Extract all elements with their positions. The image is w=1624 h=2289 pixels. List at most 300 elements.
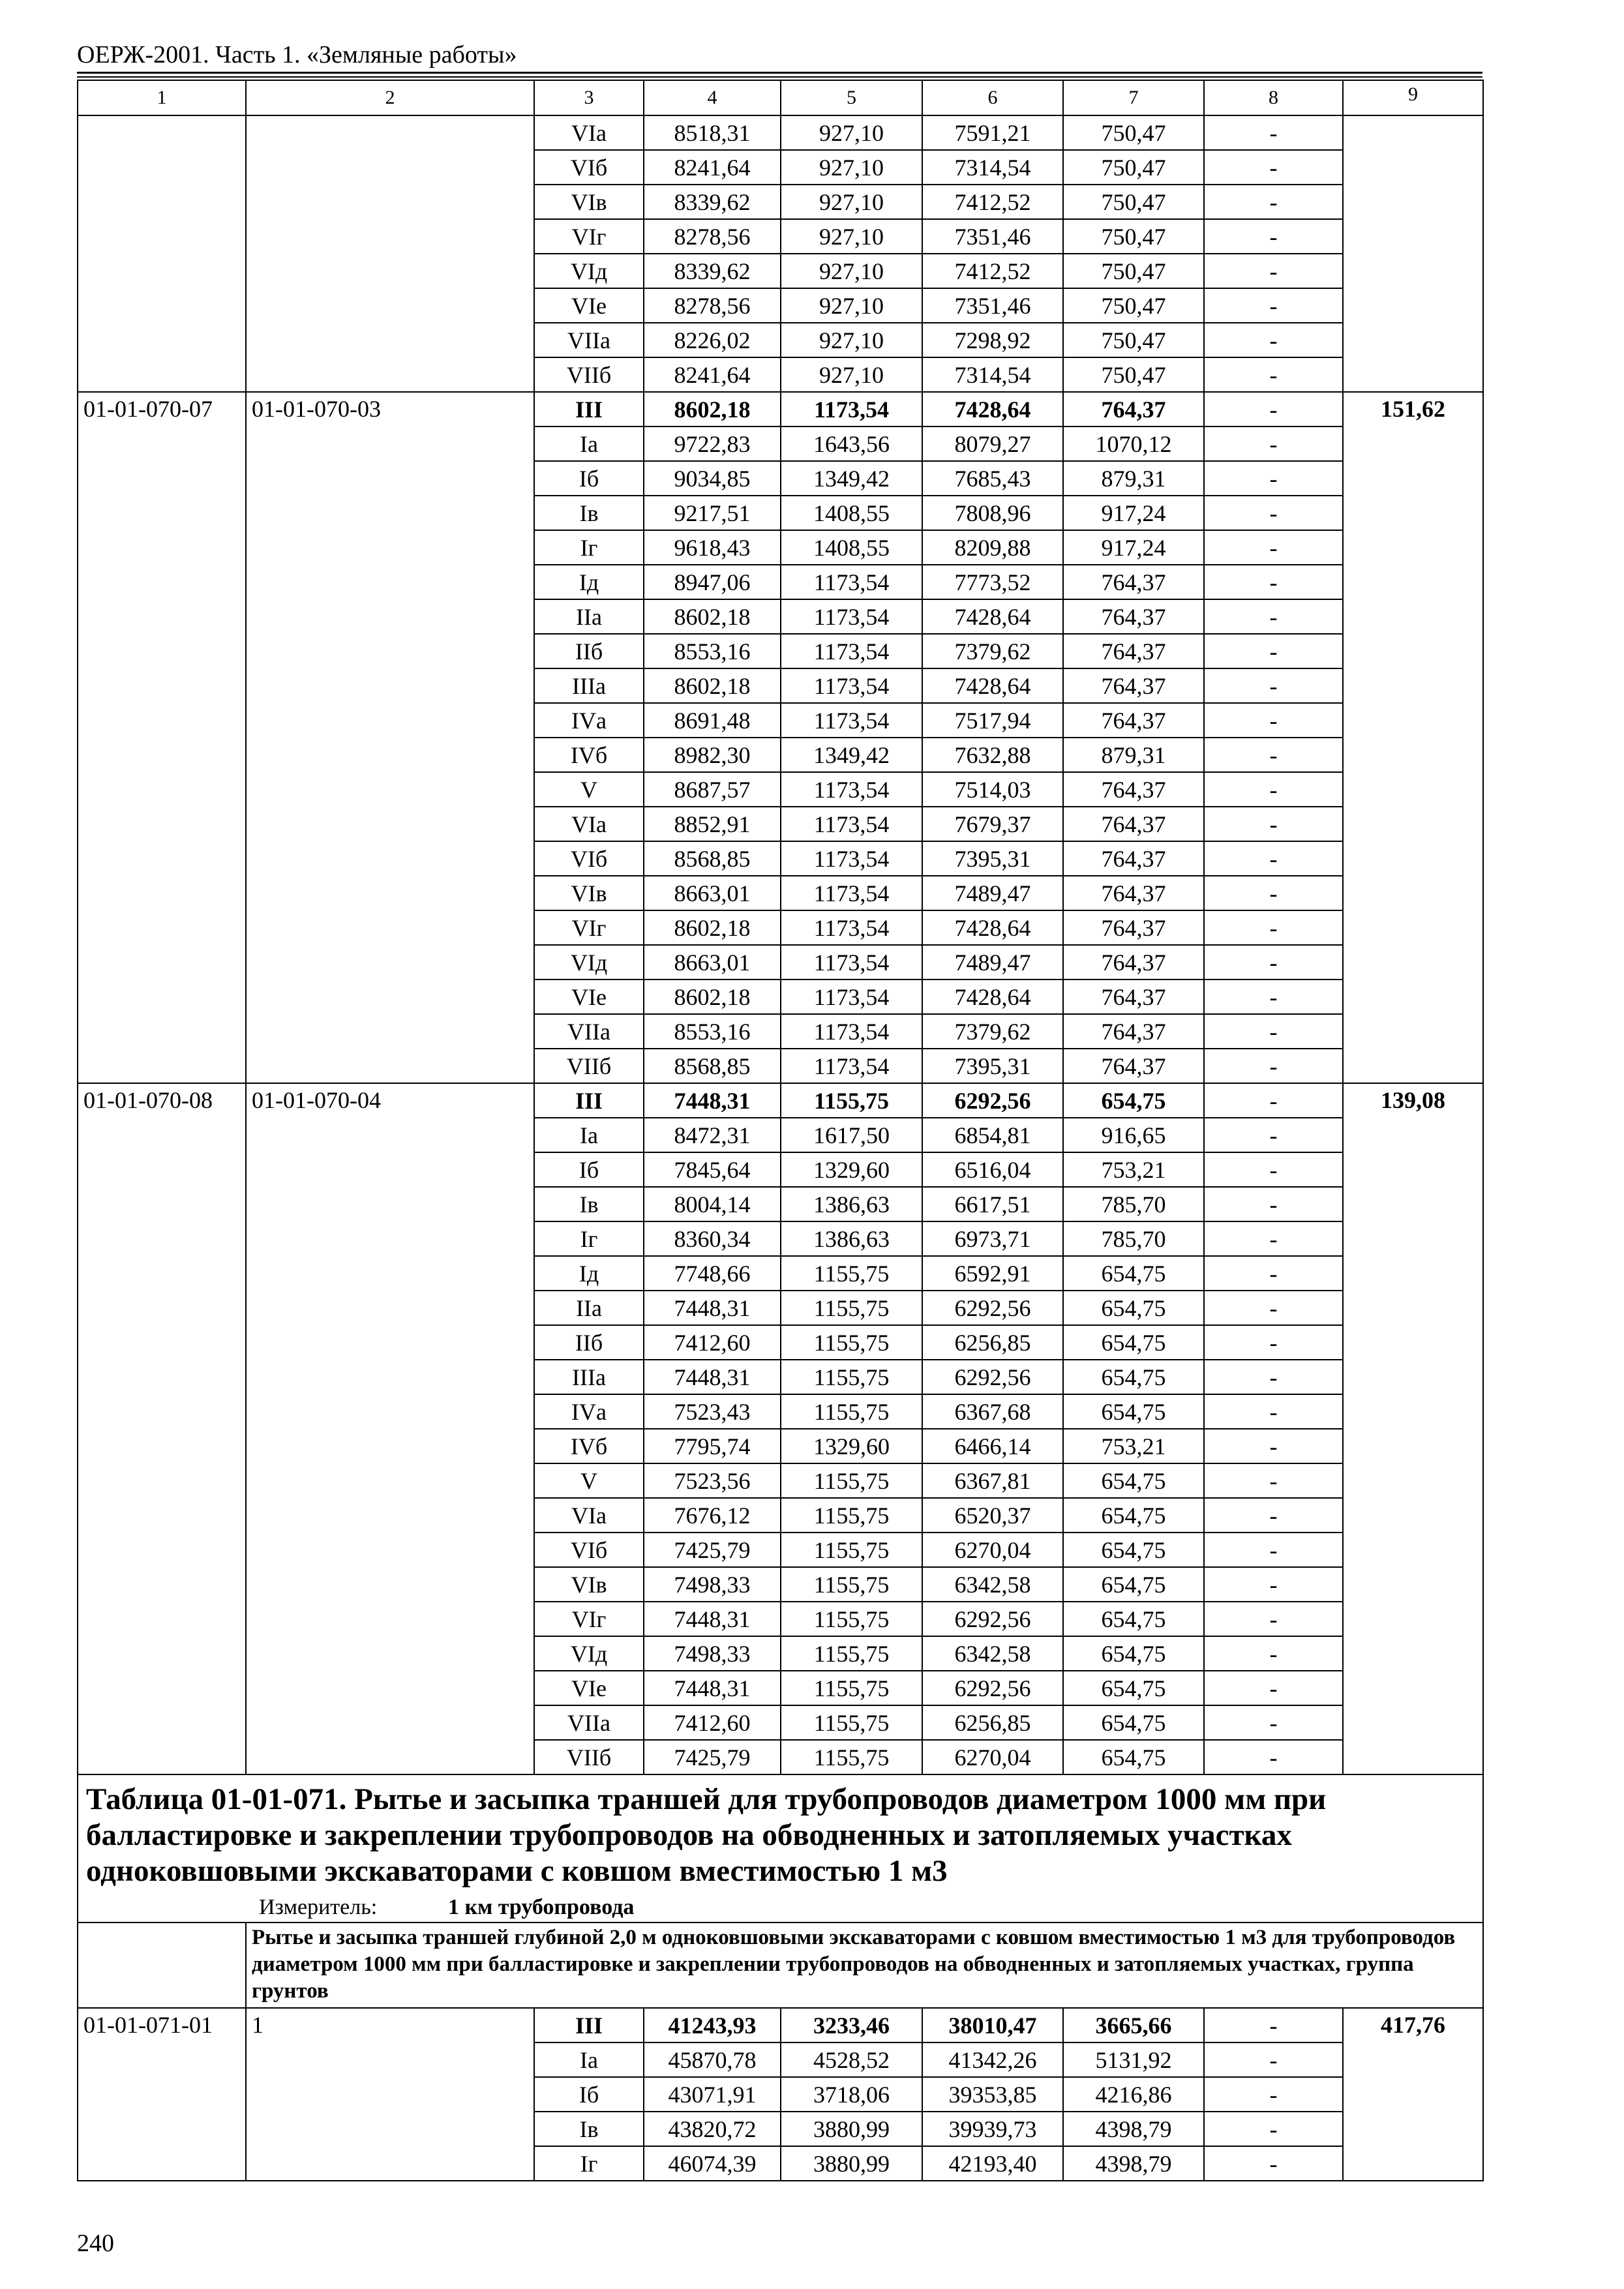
table-cell: 7379,62: [922, 1014, 1063, 1049]
table-cell: -: [1204, 185, 1343, 219]
table-cell: 7351,46: [922, 288, 1063, 323]
table-cell: 3233,46: [781, 2008, 922, 2042]
table-cell: Iв: [534, 2112, 644, 2146]
column-number-cell: 4: [644, 80, 781, 115]
table-cell: 750,47: [1063, 323, 1204, 357]
table-cell: 1408,55: [781, 530, 922, 565]
table-cell: 6292,56: [922, 1671, 1063, 1705]
table-cell: 1155,75: [781, 1083, 922, 1118]
table-cell: VIг: [534, 910, 644, 945]
table-cell: Iг: [534, 2146, 644, 2181]
table-cell: VIа: [534, 807, 644, 841]
table-cell: 7314,54: [922, 357, 1063, 392]
table-cell: 1173,54: [781, 565, 922, 599]
table-cell: 38010,47: [922, 2008, 1063, 2042]
table-cell: 8947,06: [644, 565, 781, 599]
table-cell: VIIа: [534, 1705, 644, 1740]
table-cell: Iа: [534, 1118, 644, 1152]
table-row: [78, 115, 1483, 150]
column-number-cell: 3: [534, 80, 644, 115]
table-cell: VIг: [534, 219, 644, 254]
table-cell: 927,10: [781, 219, 922, 254]
table-cell: Iб: [534, 1152, 644, 1187]
table-cell: 1155,75: [781, 1463, 922, 1498]
table-cell: VIб: [534, 150, 644, 185]
measure-line: [86, 1889, 1476, 1922]
table-cell: 7808,96: [922, 496, 1063, 530]
table-cell: 7412,52: [922, 254, 1063, 288]
table-cell: 4398,79: [1063, 2146, 1204, 2181]
table-cell: 764,37: [1063, 703, 1204, 738]
table-cell: 7498,33: [644, 1567, 781, 1602]
table-cell: 4528,52: [781, 2042, 922, 2077]
table-cell: 654,75: [1063, 1567, 1204, 1602]
table-cell: 1349,42: [781, 738, 922, 772]
table-cell: VIв: [534, 876, 644, 910]
table-cell: 927,10: [781, 288, 922, 323]
table-title-cell: [78, 1774, 1483, 1922]
table-cell: III: [534, 2008, 644, 2042]
table-cell: 7514,03: [922, 772, 1063, 807]
table-cell: 750,47: [1063, 254, 1204, 288]
table-cell: 6270,04: [922, 1533, 1063, 1567]
table-cell: 1155,75: [781, 1533, 922, 1567]
table-cell: Iд: [534, 1256, 644, 1291]
table-cell: 764,37: [1063, 807, 1204, 841]
table-cell: 6592,91: [922, 1256, 1063, 1291]
table-cell: 3880,99: [781, 2146, 922, 2181]
table-cell: 7448,31: [644, 1360, 781, 1394]
table-cell: IIб: [534, 634, 644, 668]
table-cell: Iд: [534, 565, 644, 599]
table-cell: 764,37: [1063, 634, 1204, 668]
table-cell: 654,75: [1063, 1291, 1204, 1325]
column-number-row: [78, 80, 1483, 115]
header-rule: [77, 72, 1482, 74]
table-cell: 4216,86: [1063, 2077, 1204, 2112]
table-cell: 7448,31: [644, 1671, 781, 1705]
table-cell: 927,10: [781, 185, 922, 219]
table-cell: 45870,78: [644, 2042, 781, 2077]
column-number-cell: 7: [1063, 80, 1204, 115]
table-cell: -: [1204, 2008, 1343, 2042]
table-cell: -: [1204, 496, 1343, 530]
table-cell: 764,37: [1063, 599, 1204, 634]
table-cell: -: [1204, 323, 1343, 357]
table-cell: IIIа: [534, 668, 644, 703]
table-cell: Iа: [534, 2042, 644, 2077]
table-cell: -: [1204, 1221, 1343, 1256]
table-cell: 927,10: [781, 357, 922, 392]
page-number: 240: [77, 2230, 114, 2257]
table-cell: 43071,91: [644, 2077, 781, 2112]
table-cell: -: [1204, 1118, 1343, 1152]
page-header-title: ОЕРЖ-2001. Часть 1. «Земляные работы»: [77, 41, 517, 68]
table-cell: -: [1204, 1705, 1343, 1740]
table-cell: 764,37: [1063, 392, 1204, 426]
table-cell: 7412,60: [644, 1325, 781, 1360]
table-cell: 750,47: [1063, 115, 1204, 150]
table-cell: 927,10: [781, 323, 922, 357]
table-cell: 9618,43: [644, 530, 781, 565]
table-row: [78, 2008, 1483, 2042]
table-cell: VIб: [534, 841, 644, 876]
table-cell: 9722,83: [644, 426, 781, 461]
table-cell: -: [1204, 980, 1343, 1014]
table-cell: 1329,60: [781, 1152, 922, 1187]
table-cell: -: [1204, 392, 1343, 426]
empty-code-cell: [78, 115, 246, 392]
table-cell: 6342,58: [922, 1567, 1063, 1602]
table-row: [78, 1083, 1483, 1118]
table-cell: 1173,54: [781, 980, 922, 1014]
table-cell: 927,10: [781, 254, 922, 288]
table-cell: 1173,54: [781, 876, 922, 910]
table-cell: 6256,85: [922, 1325, 1063, 1360]
table-cell: -: [1204, 634, 1343, 668]
table-cell: 1349,42: [781, 461, 922, 496]
table-cell: -: [1204, 1049, 1343, 1083]
table-cell: 8553,16: [644, 634, 781, 668]
table-cell: VIд: [534, 945, 644, 980]
table-cell: 8982,30: [644, 738, 781, 772]
table-cell: 7428,64: [922, 910, 1063, 945]
column-number-cell: 8: [1204, 80, 1343, 115]
table-cell: 654,75: [1063, 1083, 1204, 1118]
table-cell: VIг: [534, 1602, 644, 1636]
table-cell: 654,75: [1063, 1636, 1204, 1671]
table-cell: VIд: [534, 1636, 644, 1671]
table-cell: 1173,54: [781, 910, 922, 945]
table-cell: -: [1204, 1463, 1343, 1498]
table-cell: 7679,37: [922, 807, 1063, 841]
table-cell: 6270,04: [922, 1740, 1063, 1774]
table-cell: 750,47: [1063, 288, 1204, 323]
table-cell: -: [1204, 2077, 1343, 2112]
table-cell: -: [1204, 807, 1343, 841]
table-cell: 8602,18: [644, 392, 781, 426]
table-cell: 42193,40: [922, 2146, 1063, 2181]
table-cell: 6292,56: [922, 1602, 1063, 1636]
table-cell: 8241,64: [644, 150, 781, 185]
table-cell: -: [1204, 1636, 1343, 1671]
work-description: Рытье и засыпка траншей глубиной 2,0 м одноковшовыми экскаваторами с ковшом вместимостью 1 м3 для трубопроводов диаметром 1000 мм при балластировке и закреплении трубопроводов на обводненных и затопляемых участках, группа грунтов: [246, 1922, 1483, 2008]
table-cell: 7298,92: [922, 323, 1063, 357]
rate-total-cell: 417,76: [1343, 2008, 1483, 2181]
table-cell: -: [1204, 1740, 1343, 1774]
table-cell: 764,37: [1063, 980, 1204, 1014]
table-cell: 7428,64: [922, 980, 1063, 1014]
table-cell: IIа: [534, 599, 644, 634]
table-cell: 879,31: [1063, 461, 1204, 496]
table-cell: 7591,21: [922, 115, 1063, 150]
table-cell: 8278,56: [644, 219, 781, 254]
table-cell: -: [1204, 1602, 1343, 1636]
table-cell: 1386,63: [781, 1187, 922, 1221]
table-cell: 8079,27: [922, 426, 1063, 461]
table-cell: 654,75: [1063, 1705, 1204, 1740]
table-cell: 1155,75: [781, 1325, 922, 1360]
table-cell: 7685,43: [922, 461, 1063, 496]
table-cell: -: [1204, 1014, 1343, 1049]
table-cell: 917,24: [1063, 530, 1204, 565]
table-cell: -: [1204, 910, 1343, 945]
table-cell: 654,75: [1063, 1671, 1204, 1705]
table-cell: 6256,85: [922, 1705, 1063, 1740]
table-cell: 7748,66: [644, 1256, 781, 1291]
table-cell: V: [534, 772, 644, 807]
table-cell: -: [1204, 219, 1343, 254]
table-cell: 1070,12: [1063, 426, 1204, 461]
table-cell: 1643,56: [781, 426, 922, 461]
table-cell: 1173,54: [781, 392, 922, 426]
rate-code-cell: 01-01-071-01: [78, 2008, 246, 2181]
table-cell: 6973,71: [922, 1221, 1063, 1256]
table-cell: Iг: [534, 1221, 644, 1256]
rate-ref-cell: 01-01-070-03: [246, 392, 534, 1083]
table-cell: VIIа: [534, 1014, 644, 1049]
table-cell: 7676,12: [644, 1498, 781, 1533]
table-cell: 41243,93: [644, 2008, 781, 2042]
table-cell: 1173,54: [781, 1049, 922, 1083]
table-cell: 654,75: [1063, 1394, 1204, 1429]
rate-total-cell: 139,08: [1343, 1083, 1483, 1774]
table-cell: 39939,73: [922, 2112, 1063, 2146]
table-cell: 654,75: [1063, 1602, 1204, 1636]
table-cell: 764,37: [1063, 876, 1204, 910]
table-cell: 7428,64: [922, 599, 1063, 634]
table-cell: 1155,75: [781, 1671, 922, 1705]
table-cell: 916,65: [1063, 1118, 1204, 1152]
table-cell: Iб: [534, 2077, 644, 2112]
rate-ref-cell: 1: [246, 2008, 534, 2181]
header-rule-thin: [77, 76, 1482, 78]
table-cell: Iа: [534, 426, 644, 461]
table-cell: 8518,31: [644, 115, 781, 150]
table-cell: 8852,91: [644, 807, 781, 841]
table-cell: 3880,99: [781, 2112, 922, 2146]
table-cell: -: [1204, 703, 1343, 738]
table-cell: 8602,18: [644, 980, 781, 1014]
table-cell: 6520,37: [922, 1498, 1063, 1533]
table-cell: -: [1204, 565, 1343, 599]
table-cell: IIб: [534, 1325, 644, 1360]
table-cell: Iв: [534, 1187, 644, 1221]
table-cell: 7632,88: [922, 738, 1063, 772]
table-cell: 1155,75: [781, 1256, 922, 1291]
table-cell: -: [1204, 1360, 1343, 1394]
table-cell: 1617,50: [781, 1118, 922, 1152]
measure-value: 1 км трубопровода: [448, 1895, 635, 1919]
table-cell: 8472,31: [644, 1118, 781, 1152]
table-cell: 1155,75: [781, 1291, 922, 1325]
table-cell: 8687,57: [644, 772, 781, 807]
table-cell: VIв: [534, 185, 644, 219]
table-cell: 917,24: [1063, 496, 1204, 530]
table-cell: 8568,85: [644, 841, 781, 876]
table-cell: 1173,54: [781, 841, 922, 876]
table-cell: 654,75: [1063, 1740, 1204, 1774]
table-cell: 753,21: [1063, 1429, 1204, 1463]
table-cell: 764,37: [1063, 668, 1204, 703]
table-cell: 8278,56: [644, 288, 781, 323]
table-cell: 654,75: [1063, 1533, 1204, 1567]
table-cell: 785,70: [1063, 1187, 1204, 1221]
empty-ref-cell: [246, 115, 534, 392]
table-title: Таблица 01-01-071. Рытье и засыпка траншей для трубопроводов диаметром 1000 мм при балластировке и закреплении трубопроводов на обводненных и затопляемых участках одноковшовыми экскаваторами с ковшом вместимостью 1 м3: [86, 1782, 1327, 1888]
table-cell: 1329,60: [781, 1429, 922, 1463]
table-cell: 7412,60: [644, 1705, 781, 1740]
table-cell: 8241,64: [644, 357, 781, 392]
table-cell: 654,75: [1063, 1360, 1204, 1394]
table-cell: VIд: [534, 254, 644, 288]
table-cell: 41342,26: [922, 2042, 1063, 2077]
table-cell: 654,75: [1063, 1256, 1204, 1291]
table-cell: 7351,46: [922, 219, 1063, 254]
table-cell: 7845,64: [644, 1152, 781, 1187]
measure-label: Измеритель:: [259, 1895, 378, 1919]
table-cell: 6854,81: [922, 1118, 1063, 1152]
table-cell: -: [1204, 1429, 1343, 1463]
table-cell: 7428,64: [922, 392, 1063, 426]
table-cell: 8226,02: [644, 323, 781, 357]
table-cell: VIе: [534, 980, 644, 1014]
table-cell: 7498,33: [644, 1636, 781, 1671]
table-cell: 8004,14: [644, 1187, 781, 1221]
table-cell: -: [1204, 668, 1343, 703]
table-cell: 8602,18: [644, 599, 781, 634]
table-cell: 8663,01: [644, 945, 781, 980]
table-cell: 8691,48: [644, 703, 781, 738]
column-number-cell: 9: [1343, 80, 1483, 115]
table-cell: 43820,72: [644, 2112, 781, 2146]
table-cell: 785,70: [1063, 1221, 1204, 1256]
table-cell: -: [1204, 772, 1343, 807]
table-row: [78, 392, 1483, 426]
table-cell: VIа: [534, 1498, 644, 1533]
table-cell: Iг: [534, 530, 644, 565]
table-cell: III: [534, 1083, 644, 1118]
table-cell: 764,37: [1063, 772, 1204, 807]
table-cell: IVа: [534, 703, 644, 738]
table-cell: 1173,54: [781, 634, 922, 668]
table-cell: VIIб: [534, 357, 644, 392]
table-cell: VIб: [534, 1533, 644, 1567]
table-cell: -: [1204, 150, 1343, 185]
table-cell: 1173,54: [781, 1014, 922, 1049]
table-cell: 8602,18: [644, 668, 781, 703]
description-row: [78, 1922, 1483, 2008]
table-cell: -: [1204, 254, 1343, 288]
table-cell: -: [1204, 2042, 1343, 2077]
table-cell: -: [1204, 426, 1343, 461]
column-number-cell: 2: [246, 80, 534, 115]
empty-total-cell: [1343, 115, 1483, 392]
table-cell: -: [1204, 1567, 1343, 1602]
table-cell: 1386,63: [781, 1221, 922, 1256]
table-cell: -: [1204, 599, 1343, 634]
table-cell: 39353,85: [922, 2077, 1063, 2112]
table-cell: 6292,56: [922, 1083, 1063, 1118]
table-cell: -: [1204, 1671, 1343, 1705]
table-cell: -: [1204, 1498, 1343, 1533]
table-cell: 654,75: [1063, 1498, 1204, 1533]
table-cell: 8568,85: [644, 1049, 781, 1083]
table-cell: 654,75: [1063, 1463, 1204, 1498]
table-cell: 764,37: [1063, 945, 1204, 980]
table-cell: 8209,88: [922, 530, 1063, 565]
table-cell: VIв: [534, 1567, 644, 1602]
table-cell: 7379,62: [922, 634, 1063, 668]
table-cell: 764,37: [1063, 565, 1204, 599]
rates-table: [77, 80, 1484, 2181]
table-cell: -: [1204, 2112, 1343, 2146]
table-cell: 7448,31: [644, 1291, 781, 1325]
table-cell: -: [1204, 1533, 1343, 1567]
table-cell: 7773,52: [922, 565, 1063, 599]
rate-total-cell: 151,62: [1343, 392, 1483, 1083]
table-cell: IIIа: [534, 1360, 644, 1394]
table-cell: 8663,01: [644, 876, 781, 910]
table-cell: V: [534, 1463, 644, 1498]
table-cell: 3718,06: [781, 2077, 922, 2112]
table-cell: VIе: [534, 288, 644, 323]
rate-ref-cell: 01-01-070-04: [246, 1083, 534, 1774]
table-cell: -: [1204, 841, 1343, 876]
table-cell: 7517,94: [922, 703, 1063, 738]
table-cell: 6292,56: [922, 1360, 1063, 1394]
table-cell: 9217,51: [644, 496, 781, 530]
table-cell: -: [1204, 530, 1343, 565]
table-cell: -: [1204, 1256, 1343, 1291]
table-cell: 1155,75: [781, 1636, 922, 1671]
table-cell: 1408,55: [781, 496, 922, 530]
table-cell: -: [1204, 461, 1343, 496]
rate-code-cell: 01-01-070-08: [78, 1083, 246, 1774]
table-cell: 7489,47: [922, 945, 1063, 980]
table-cell: VIе: [534, 1671, 644, 1705]
table-cell: 8602,18: [644, 910, 781, 945]
rates-table-body: [78, 80, 1483, 2181]
table-cell: VIIб: [534, 1049, 644, 1083]
table-cell: 8339,62: [644, 254, 781, 288]
table-cell: VIIа: [534, 323, 644, 357]
table-cell: 764,37: [1063, 841, 1204, 876]
table-cell: -: [1204, 1152, 1343, 1187]
table-cell: 750,47: [1063, 357, 1204, 392]
table-cell: 927,10: [781, 115, 922, 150]
table-cell: 1155,75: [781, 1602, 922, 1636]
table-cell: -: [1204, 1394, 1343, 1429]
table-cell: 46074,39: [644, 2146, 781, 2181]
table-cell: 1173,54: [781, 599, 922, 634]
table-cell: 1173,54: [781, 945, 922, 980]
table-cell: 1155,75: [781, 1498, 922, 1533]
table-cell: 6342,58: [922, 1636, 1063, 1671]
table-cell: -: [1204, 115, 1343, 150]
table-cell: -: [1204, 876, 1343, 910]
table-title-row: [78, 1774, 1483, 1922]
table-cell: 5131,92: [1063, 2042, 1204, 2077]
table-cell: 7425,79: [644, 1740, 781, 1774]
table-cell: 7523,43: [644, 1394, 781, 1429]
table-cell: 764,37: [1063, 1014, 1204, 1049]
table-cell: 879,31: [1063, 738, 1204, 772]
table-cell: 1155,75: [781, 1360, 922, 1394]
table-cell: 7395,31: [922, 841, 1063, 876]
table-cell: 1173,54: [781, 703, 922, 738]
table-cell: 7448,31: [644, 1083, 781, 1118]
